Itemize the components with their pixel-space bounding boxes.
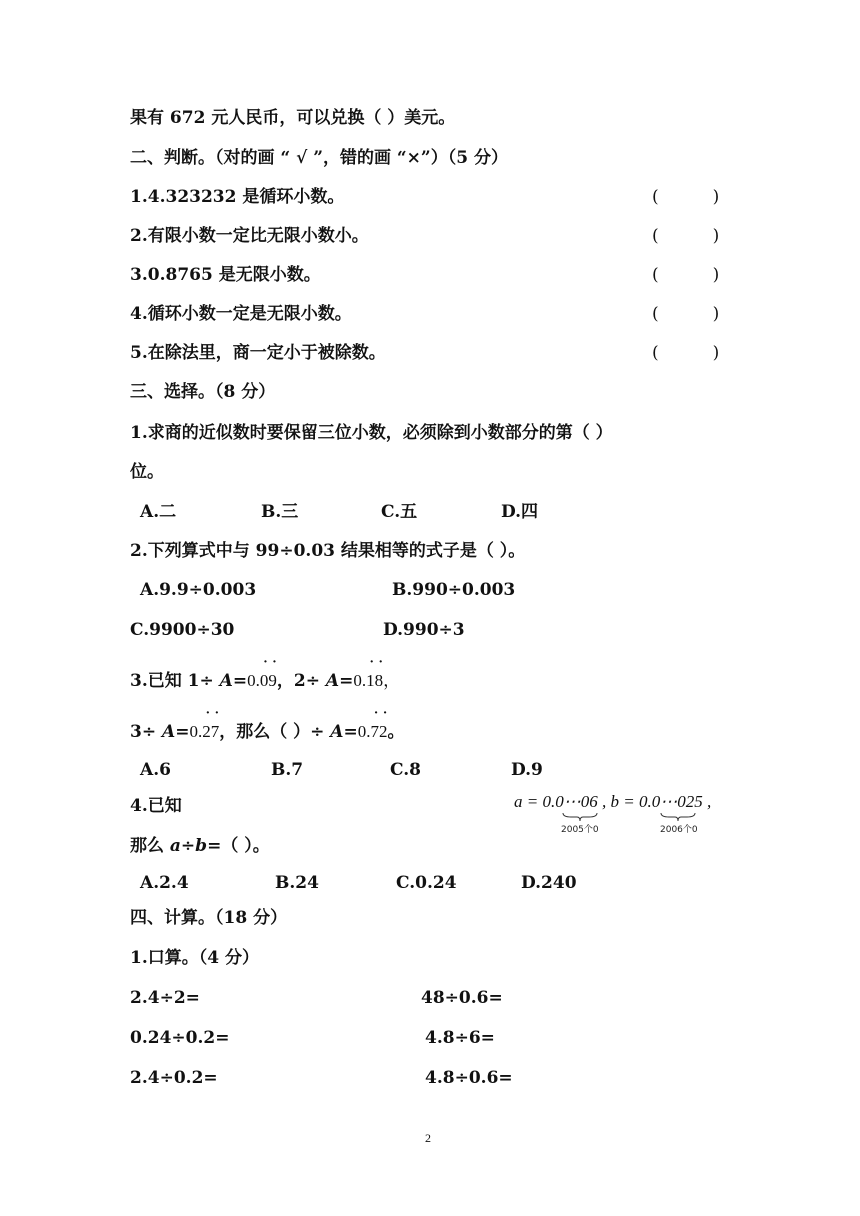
q4-option-d[interactable]: D.240 <box>521 873 577 893</box>
q3-option-b[interactable]: B.7 <box>271 760 304 780</box>
section-2-heading: 二、判断。（对的画 “ √ ”，错的画 “×”）（5 分） <box>130 148 508 168</box>
q3-var-a: A <box>219 671 233 691</box>
q3-eq: = <box>343 722 358 742</box>
page-number: 2 <box>425 1131 431 1145</box>
judge-item-1: 1.4.323232 是循环小数。 <box>130 187 345 207</box>
q3-var-a: A <box>325 671 340 691</box>
q3-eq: = <box>232 671 248 691</box>
calc-item: 2.4÷2= <box>130 988 200 1008</box>
q3-eq: = <box>339 671 354 691</box>
choice-question-1: 1.求商的近似数时要保留三位小数，必须除到小数部分的第（ ） <box>130 423 613 443</box>
judge-answer-blank-2[interactable]: ( ) <box>652 226 720 246</box>
calc-item: 48÷0.6= <box>421 988 503 1008</box>
choice-question-3-line-2 <box>130 706 405 744</box>
q3-option-c[interactable]: C.8 <box>390 760 421 780</box>
repeating-decimal-3: 0.27 · · <box>189 706 220 741</box>
q3-option-d[interactable]: D.9 <box>511 760 543 780</box>
judge-answer-blank-1[interactable]: ( ) <box>652 187 720 207</box>
q4-brace-b <box>660 812 696 822</box>
calc-subheading-1: 1.口算。（4 分） <box>130 948 259 968</box>
q4-option-c[interactable]: C.0.24 <box>396 873 457 893</box>
judge-answer-blank-4[interactable]: ( ) <box>652 304 720 324</box>
q4-brace-a <box>562 812 598 822</box>
choice-question-4-line-1: 4.已知 <box>130 796 182 816</box>
q2-option-a[interactable]: A.9.9÷0.003 <box>140 580 257 600</box>
choice-question-3-line-1: 3.已知 1÷ A=0.09 · · ，2÷ A=0.18 · · ， <box>130 655 401 691</box>
q1-option-c[interactable]: C.五 <box>381 502 418 522</box>
q4-suffix: =（ ）。 <box>207 836 270 856</box>
q3-option-a[interactable]: A.6 <box>140 760 171 780</box>
section-3-heading: 三、选择。（8 分） <box>130 382 276 402</box>
q4-option-a[interactable]: A.2.4 <box>140 873 189 893</box>
q4-formula-b: b = 0.0⋯025 , <box>610 792 712 811</box>
q2-option-d[interactable]: D.990÷3 <box>383 620 465 640</box>
section-4-heading: 四、计算。（18 分） <box>130 908 288 928</box>
q3-mid-1: ，2÷ <box>276 671 326 691</box>
repeating-decimal-1: 0.09 · · <box>247 655 277 690</box>
q4-option-b[interactable]: B.24 <box>275 873 319 893</box>
q3-prefix-1: 3.已知 1÷ <box>130 671 220 691</box>
q4-expression: a÷b <box>169 836 208 856</box>
choice-question-2: 2.下列算式中与 99÷0.03 结果相等的式子是（ ）。 <box>130 541 526 561</box>
q3-prefix-2: 3÷ <box>130 722 162 742</box>
judge-answer-blank-5[interactable]: ( ) <box>652 343 720 363</box>
q3-end: 。 <box>387 722 405 742</box>
q4-prefix: 那么 <box>130 836 170 856</box>
judge-item-4: 4.循环小数一定是无限小数。 <box>130 304 352 324</box>
repeating-decimal-2: 0.18 · · <box>353 655 384 690</box>
q1-option-a[interactable]: A.二 <box>140 502 177 522</box>
calc-item: 4.8÷6= <box>425 1028 495 1048</box>
q1-option-b[interactable]: B.三 <box>261 502 299 522</box>
q3-eq: = <box>175 722 190 742</box>
calc-item: 0.24÷0.2= <box>130 1028 230 1048</box>
repeating-decimal-4: 0.72 · · <box>357 706 388 741</box>
q4-formula <box>514 792 711 812</box>
q4-brace-a-label: 2005个0 <box>561 825 599 835</box>
exchange-question-tail: 果有 672 元人民币，可以兑换（ ）美元。 <box>130 108 456 128</box>
q3-mid-2: ，那么（ ）÷ <box>219 722 331 742</box>
q3-var-a: A <box>330 722 344 742</box>
q4-formula-a: a = 0.0⋯06 , <box>514 792 611 811</box>
judge-item-5: 5.在除法里，商一定小于被除数。 <box>130 343 386 363</box>
q2-option-c[interactable]: C.9900÷30 <box>130 620 235 640</box>
q3-var-a: A <box>162 722 176 742</box>
q1-option-d[interactable]: D.四 <box>501 502 539 522</box>
calc-item: 4.8÷0.6= <box>425 1068 513 1088</box>
judge-item-3: 3.0.8765 是无限小数。 <box>130 265 321 285</box>
judge-item-2: 2.有限小数一定比无限小数小。 <box>130 226 369 246</box>
calc-item: 2.4÷0.2= <box>130 1068 218 1088</box>
judge-answer-blank-3[interactable]: ( ) <box>652 265 720 285</box>
q4-brace-b-label: 2006个0 <box>660 825 698 835</box>
q2-option-b[interactable]: B.990÷0.003 <box>392 580 516 600</box>
choice-question-1-cont: 位。 <box>130 462 164 482</box>
choice-question-4-line-2 <box>130 834 270 858</box>
